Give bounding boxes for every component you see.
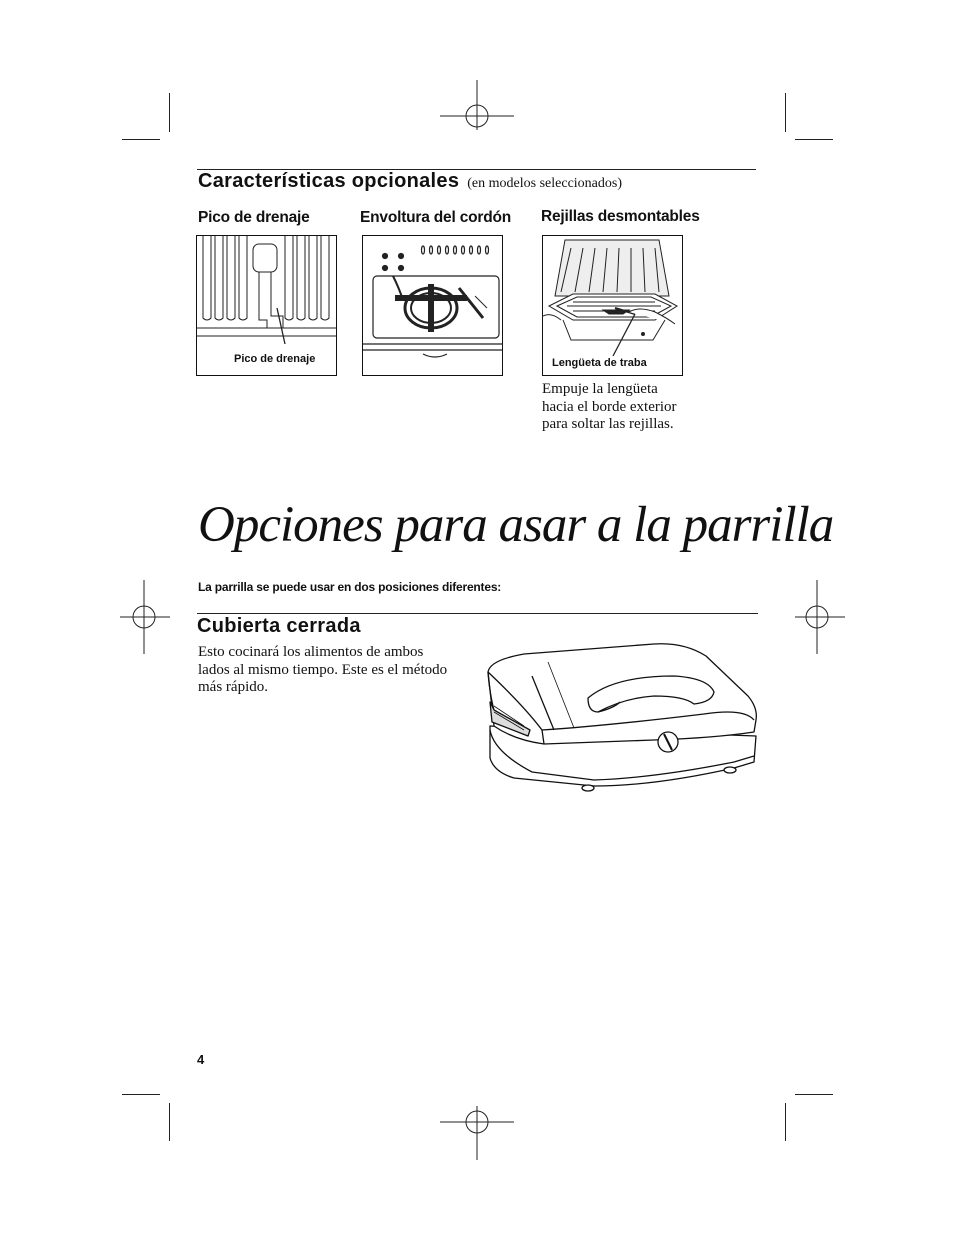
features-note: (en modelos seleccionados)	[467, 176, 622, 191]
page-title: Opciones para asar a la parrilla	[198, 497, 834, 553]
feature-label-removable-grids: Rejillas desmontables	[541, 208, 700, 225]
removable-grids-caption: Empuje la lengüeta hacia el borde exterior para soltar las rejillas.	[542, 381, 677, 432]
section-rule	[197, 613, 758, 614]
features-heading	[198, 170, 622, 193]
removable-grids-illustration	[543, 236, 682, 375]
intro-text: La parrilla se puede usar en dos posiciones diferentes:	[198, 580, 502, 594]
registration-mark-bottom	[440, 1086, 514, 1160]
removable-grids-figure	[542, 235, 683, 376]
page-number: 4	[197, 1052, 205, 1067]
cord-wrap-figure	[362, 235, 503, 376]
feature-label-cord-wrap: Envoltura del cordón	[360, 209, 512, 226]
drain-spout-figure	[196, 235, 337, 376]
registration-mark-right	[795, 580, 845, 654]
registration-mark-top	[440, 80, 514, 154]
features-title: Características opcionales	[198, 170, 460, 192]
section-title: Cubierta cerrada	[197, 615, 361, 637]
closed-grill-illustration	[484, 640, 764, 795]
locking-tab-callout: Lengüeta de traba	[552, 357, 647, 369]
feature-label-drain-spout: Pico de drenaje	[198, 209, 310, 226]
drain-spout-callout: Pico de drenaje	[234, 353, 316, 365]
registration-mark-left	[120, 580, 170, 654]
section-text: Esto cocinará los alimentos de ambos lados al mismo tiempo. Este es el método más rápido.	[198, 644, 448, 695]
cord-wrap-illustration	[363, 236, 502, 375]
